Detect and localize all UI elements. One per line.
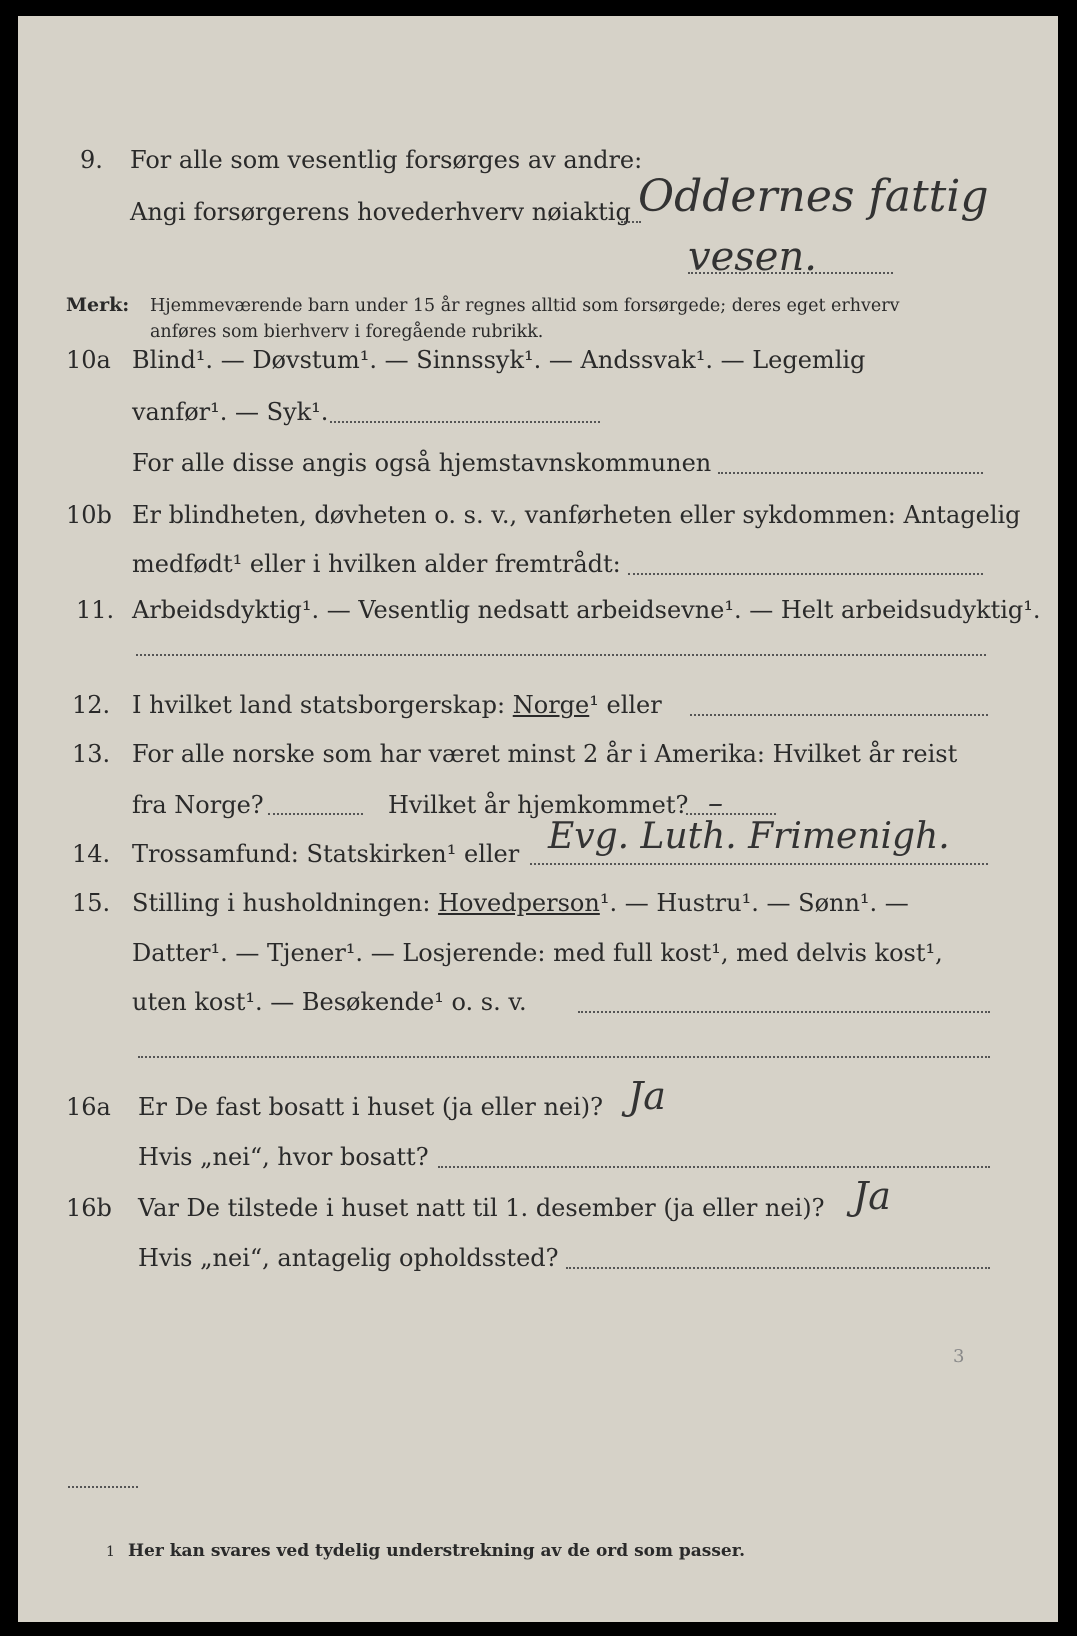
q15-line1c: ¹. — Hustru¹. — Sønn¹. — [599,889,909,917]
q11-answer-line [136,654,986,656]
q10a-line2: vanfør¹. — Syk¹. [132,398,329,426]
q16b-line2: Hvis „nei“, antagelig opholdssted? [138,1244,559,1272]
q13-line2a: fra Norge? [132,791,264,819]
footnote-mark: 1 [106,1544,115,1560]
q13-number: 13. [72,740,111,768]
q16a-handwritten-answer: Ja [628,1074,666,1118]
merk-line2: anføres som bierhverv i foregående rubrikk. [150,322,544,342]
q15-hovedperson: Hovedperson [438,889,600,917]
q16b-handwritten-answer: Ja [853,1174,891,1218]
merk-line1: Hjemmeværende barn under 15 år regnes alltid som forsørgede; deres eget erhverv [150,296,900,316]
q16b-number: 16b [66,1194,112,1222]
q10b-line1: Er blindheten, døvheten o. s. v., vanførheten eller sykdommen: Antagelig [132,501,1021,529]
q9-answer-line-2 [688,272,893,274]
q12-answer-line [690,714,988,716]
q16a-line2: Hvis „nei“, hvor bosatt? [138,1143,429,1171]
q16a-line1: Er De fast bosatt i huset (ja eller nei)? [138,1093,604,1121]
q9-number: 9. [80,146,103,174]
q14-number: 14. [72,840,111,868]
q9-line1: For alle som vesentlig forsørges av andre: [130,146,643,174]
q10a-line3: For alle disse angis også hjemstavnskommunen [132,449,712,477]
q12-line [132,691,662,719]
q12-norge: Norge [512,691,590,719]
q16a-answer-line [438,1166,990,1168]
margin-pencil-mark: 3 [953,1346,965,1367]
q13-year-returned-line [686,813,776,815]
q16a-number: 16a [66,1093,111,1121]
merk-label: Merk: [66,294,130,316]
q15-extra-line [138,1056,990,1058]
q9-line2: Angi forsørgerens hovederhverv nøiaktig [130,198,631,226]
census-form-page [18,16,1058,1622]
q14-handwritten-answer: Evg. Luth. Frimenigh. [548,816,950,857]
footnote-rule [68,1486,138,1488]
q14-answer-line [530,863,988,865]
q16b-line1: Var De tilstede i huset natt til 1. desember (ja eller nei)? [138,1194,825,1222]
q15-line3: uten kost¹. — Besøkende¹ o. s. v. [132,988,527,1016]
q10b-line2: medfødt¹ eller i hvilken alder fremtrådt: [132,550,621,578]
q15-line1a: Stilling i husholdningen: [132,889,431,917]
q14-label: Trossamfund: Statskirken¹ eller [132,840,520,868]
q10b-number: 10b [66,501,112,529]
footnote-text: Her kan svares ved tydelig understrekning av de ord som passer. [128,1541,746,1561]
q13-line2b: Hvilket år hjemkommet? [388,791,689,819]
q13-year-left-line [268,813,363,815]
q10a-hjemstavn-line [718,472,983,474]
q13-line1: For alle norske som har været minst 2 år i Amerika: Hvilket år reist [132,740,958,768]
q15-line2: Datter¹. — Tjener¹. — Losjerende: med full kost¹, med delvis kost¹, [132,939,943,967]
q15-line1 [132,889,909,917]
q9-handwritten-answer-1: Oddernes fattig [638,171,989,222]
q10a-number: 10a [66,346,111,374]
q10a-syk-line [330,421,600,423]
q16b-answer-line [566,1267,990,1269]
q10a-line1: Blind¹. — Døvstum¹. — Sinnssyk¹. — Andssvak¹. — Legemlig [132,346,866,374]
q12-number: 12. [72,691,111,719]
q10b-answer-line [628,573,983,575]
q11-line1: Arbeidsdyktig¹. — Vesentlig nedsatt arbeidsevne¹. — Helt arbeidsudyktig¹. [132,596,1041,624]
q13-handwritten-dash: – [708,786,723,821]
q9-handwritten-answer-2: vesen. [688,234,817,280]
q12-suffix: ¹ eller [589,691,662,719]
q11-number: 11. [76,596,115,624]
q12-prefix: I hvilket land statsborgerskap: [132,691,506,719]
q15-number: 15. [72,889,111,917]
q15-answer-line [578,1011,990,1013]
